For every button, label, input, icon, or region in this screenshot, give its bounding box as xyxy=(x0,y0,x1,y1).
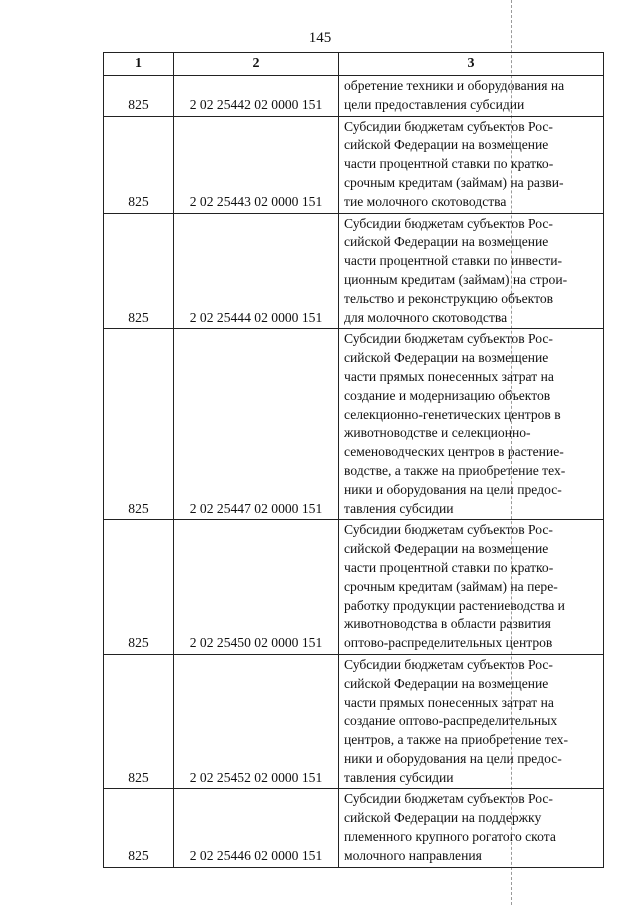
description-cell xyxy=(339,329,604,520)
budget-classification-table xyxy=(103,52,604,868)
description-line: семеноводческих центров в растение- xyxy=(344,444,564,460)
description-line: оптово-распределительных центров xyxy=(344,635,553,651)
description-line: ники и оборудования на цели предос- xyxy=(344,481,562,497)
description-line: сийской Федерации на возмещение xyxy=(344,234,549,250)
description-line: тавления субсидии xyxy=(344,500,454,516)
description-line: Субсидии бюджетам субъектов Рос- xyxy=(344,656,553,672)
description-line: Субсидии бюджетам субъектов Рос- xyxy=(344,118,553,134)
description-cell xyxy=(339,520,604,655)
description-line: работку продукции растениеводства и xyxy=(344,597,565,613)
description-cell xyxy=(339,654,604,789)
description-line: части процентной ставки по кратко- xyxy=(344,156,554,172)
description-line: сийской Федерации на возмещение xyxy=(344,137,549,153)
description-line: тие молочного скотоводства xyxy=(344,193,507,209)
admin-code-cell: 825 xyxy=(104,789,174,867)
description-line: животноводства в области развития xyxy=(344,616,551,632)
table-body xyxy=(104,76,604,868)
table-row xyxy=(104,789,604,867)
description-line: сийской Федерации на возмещение xyxy=(344,541,549,557)
description-cell xyxy=(339,789,604,867)
table-row xyxy=(104,520,604,655)
admin-code-cell: 825 xyxy=(104,329,174,520)
description-line: племенного крупного рогатого скота xyxy=(344,829,556,845)
header-col-3: 3 xyxy=(339,53,604,76)
page-number: 145 xyxy=(308,30,332,46)
admin-code-cell: 825 xyxy=(104,654,174,789)
description-line: тельство и реконструкцию объектов xyxy=(344,290,554,306)
admin-code-cell: 825 xyxy=(104,76,174,117)
budget-code-cell: 2 02 25446 02 0000 151 xyxy=(174,789,339,867)
description-line: тавления субсидии xyxy=(344,769,454,785)
description-line: срочным кредитам (займам) на пере- xyxy=(344,578,558,594)
description-line: селекционно-генетических центров в xyxy=(344,406,561,422)
header-col-1: 1 xyxy=(104,53,174,76)
description-line: части процентной ставки по инвести- xyxy=(344,253,563,269)
budget-code-cell: 2 02 25444 02 0000 151 xyxy=(174,213,339,329)
description-line: Субсидии бюджетам субъектов Рос- xyxy=(344,331,553,347)
description-line: части прямых понесенных затрат на xyxy=(344,368,554,384)
description-line: ционным кредитам (займам) на строи- xyxy=(344,271,568,287)
description-line: для молочного скотоводства xyxy=(344,309,508,325)
description-line: обретение техники и оборудования на xyxy=(344,78,565,93)
table-row xyxy=(104,116,604,213)
budget-code-cell: 2 02 25443 02 0000 151 xyxy=(174,116,339,213)
description-cell xyxy=(339,76,604,117)
description-line: срочным кредитам (займам) на разви- xyxy=(344,174,564,190)
description-line: сийской Федерации на поддержку xyxy=(344,810,542,826)
admin-code-cell: 825 xyxy=(104,520,174,655)
admin-code-cell: 825 xyxy=(104,213,174,329)
description-line: цели предоставления субсидии xyxy=(344,96,525,112)
description-line: части процентной ставки по кратко- xyxy=(344,559,554,575)
table-row xyxy=(104,654,604,789)
description-line: части прямых понесенных затрат на xyxy=(344,694,554,710)
description-line: Субсидии бюджетам субъектов Рос- xyxy=(344,791,553,807)
admin-code-cell: 825 xyxy=(104,116,174,213)
budget-code-cell: 2 02 25442 02 0000 151 xyxy=(174,76,339,117)
description-line: создание оптово-распределительных xyxy=(344,713,558,729)
table-row xyxy=(104,213,604,329)
budget-code-cell: 2 02 25450 02 0000 151 xyxy=(174,520,339,655)
description-cell xyxy=(339,116,604,213)
header-col-2: 2 xyxy=(174,53,339,76)
table-header-row xyxy=(104,53,604,76)
description-line: Субсидии бюджетам субъектов Рос- xyxy=(344,215,553,231)
description-cell xyxy=(339,213,604,329)
table-row xyxy=(104,329,604,520)
description-line: создание и модернизацию объектов xyxy=(344,387,551,403)
description-line: водстве, а также на приобретение тех- xyxy=(344,462,566,478)
description-line: ники и оборудования на цели предос- xyxy=(344,750,562,766)
budget-code-cell: 2 02 25452 02 0000 151 xyxy=(174,654,339,789)
table-row xyxy=(104,76,604,117)
description-line: Субсидии бюджетам субъектов Рос- xyxy=(344,522,553,538)
description-line: животноводстве и селекционно- xyxy=(344,425,531,441)
description-line: сийской Федерации на возмещение xyxy=(344,675,549,691)
description-line: сийской Федерации на возмещение xyxy=(344,350,549,366)
budget-code-cell: 2 02 25447 02 0000 151 xyxy=(174,329,339,520)
description-line: молочного направления xyxy=(344,847,482,863)
description-line: центров, а также на приобретение тех- xyxy=(344,732,568,748)
